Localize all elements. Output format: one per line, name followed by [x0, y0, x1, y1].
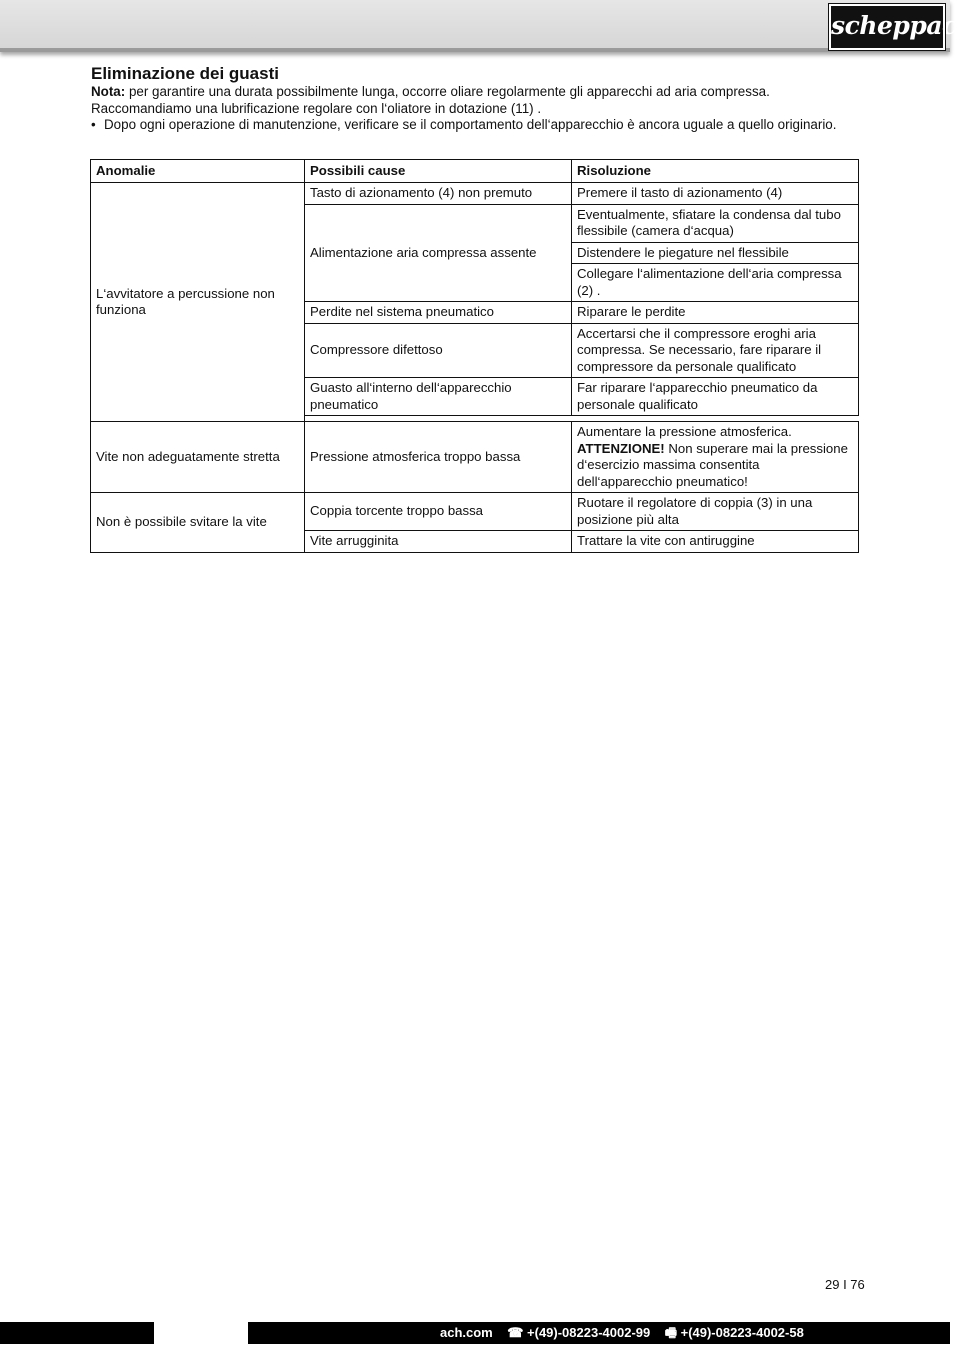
- column-header-anomalies: Anomalie: [91, 160, 305, 183]
- cause-cell: Alimentazione aria compressa assente: [305, 204, 572, 302]
- troubleshooting-table: [90, 159, 859, 553]
- solution-cell: Distendere le piegature nel flessibile: [572, 242, 859, 264]
- table-header-row: [91, 160, 859, 183]
- note-label: Nota:: [91, 84, 126, 99]
- solution-cell: Trattare la vite con antiruggine: [572, 531, 859, 553]
- main-content: [91, 64, 861, 134]
- cause-cell: Tasto di azionamento (4) non premuto: [305, 183, 572, 205]
- list-item: • Dopo ogni operazione di manutenzione, verificare se il comportamento dell‘apparecchio è ancora uguale a quello originario.: [91, 117, 861, 134]
- cause-cell: Perdite nel sistema pneumatico: [305, 302, 572, 324]
- solution-cell: Far riparare l‘apparecchio pneumatico da personale qualificato: [572, 378, 859, 416]
- table-row: [91, 422, 859, 493]
- cause-cell: Guasto all‘interno dell‘apparecchio pneumatico: [305, 378, 572, 416]
- solution-cell: [572, 422, 859, 493]
- solution-cell: Eventualmente, sfiatare la condensa dal tubo flessibile (camera d‘acqua): [572, 204, 859, 242]
- phone-icon: ☎: [507, 1325, 524, 1340]
- anomaly-cell: Vite non adeguatamente stretta: [91, 422, 305, 493]
- footer-bar: [0, 1322, 950, 1345]
- table-row: [91, 493, 859, 531]
- note-paragraph: [91, 84, 861, 117]
- footer-phone: +(49)-08223-4002-99: [523, 1325, 651, 1340]
- fax-icon: 🖷: [664, 1325, 677, 1340]
- cause-cell: Coppia torcente troppo bassa: [305, 493, 572, 531]
- solution-text: Non superare mai la pressione d‘esercizio massima consentita dell‘apparecchio pneumatico!: [577, 440, 848, 489]
- footer-block: [0, 1322, 154, 1344]
- cause-cell: Pressione atmosferica troppo bassa: [305, 422, 572, 493]
- warning-label: ATTENZIONE!: [577, 440, 665, 456]
- solution-cell: Accertarsi che il compressore eroghi aria compressa. Se necessario, fare riparare il compressore da personale qualificato: [572, 323, 859, 378]
- page-number: 29 I 76: [825, 1277, 865, 1292]
- note-text: per garantire una durata possibilmente lunga, occorre oliare regolarmente gli apparecchi ad aria compressa. Raccomandiamo una lubrificazione regolare con l‘oliatore in dotazione (11) .: [91, 84, 770, 116]
- column-header-solutions: Risoluzione: [572, 160, 859, 183]
- header-bar: [0, 0, 974, 52]
- cause-cell: Compressore difettoso: [305, 323, 572, 378]
- footer-website[interactable]: ach.com: [440, 1325, 493, 1340]
- solution-cell: Collegare l‘alimentazione dell‘aria compressa (2) .: [572, 264, 859, 302]
- solution-text: Aumentare la pressione atmosferica.: [577, 424, 792, 439]
- cause-cell: Vite arrugginita: [305, 531, 572, 553]
- section-heading: Eliminazione dei guasti: [91, 64, 279, 83]
- column-header-causes: Possibili cause: [305, 160, 572, 183]
- bullet-list: [91, 117, 861, 134]
- anomaly-cell: Non è possibile svitare la vite: [91, 493, 305, 553]
- footer-fax: +(49)-08223-4002-58: [676, 1325, 804, 1340]
- anomaly-cell: L‘avvitatore a percussione non funziona: [91, 183, 305, 422]
- scheppach-logo: scheppach: [829, 4, 945, 50]
- table-row: [91, 183, 859, 205]
- solution-cell: Riparare le perdite: [572, 302, 859, 324]
- footer-contact: [440, 1322, 804, 1344]
- solution-cell: Ruotare il regolatore di coppia (3) in una posizione più alta: [572, 493, 859, 531]
- solution-cell: Premere il tasto di azionamento (4): [572, 183, 859, 205]
